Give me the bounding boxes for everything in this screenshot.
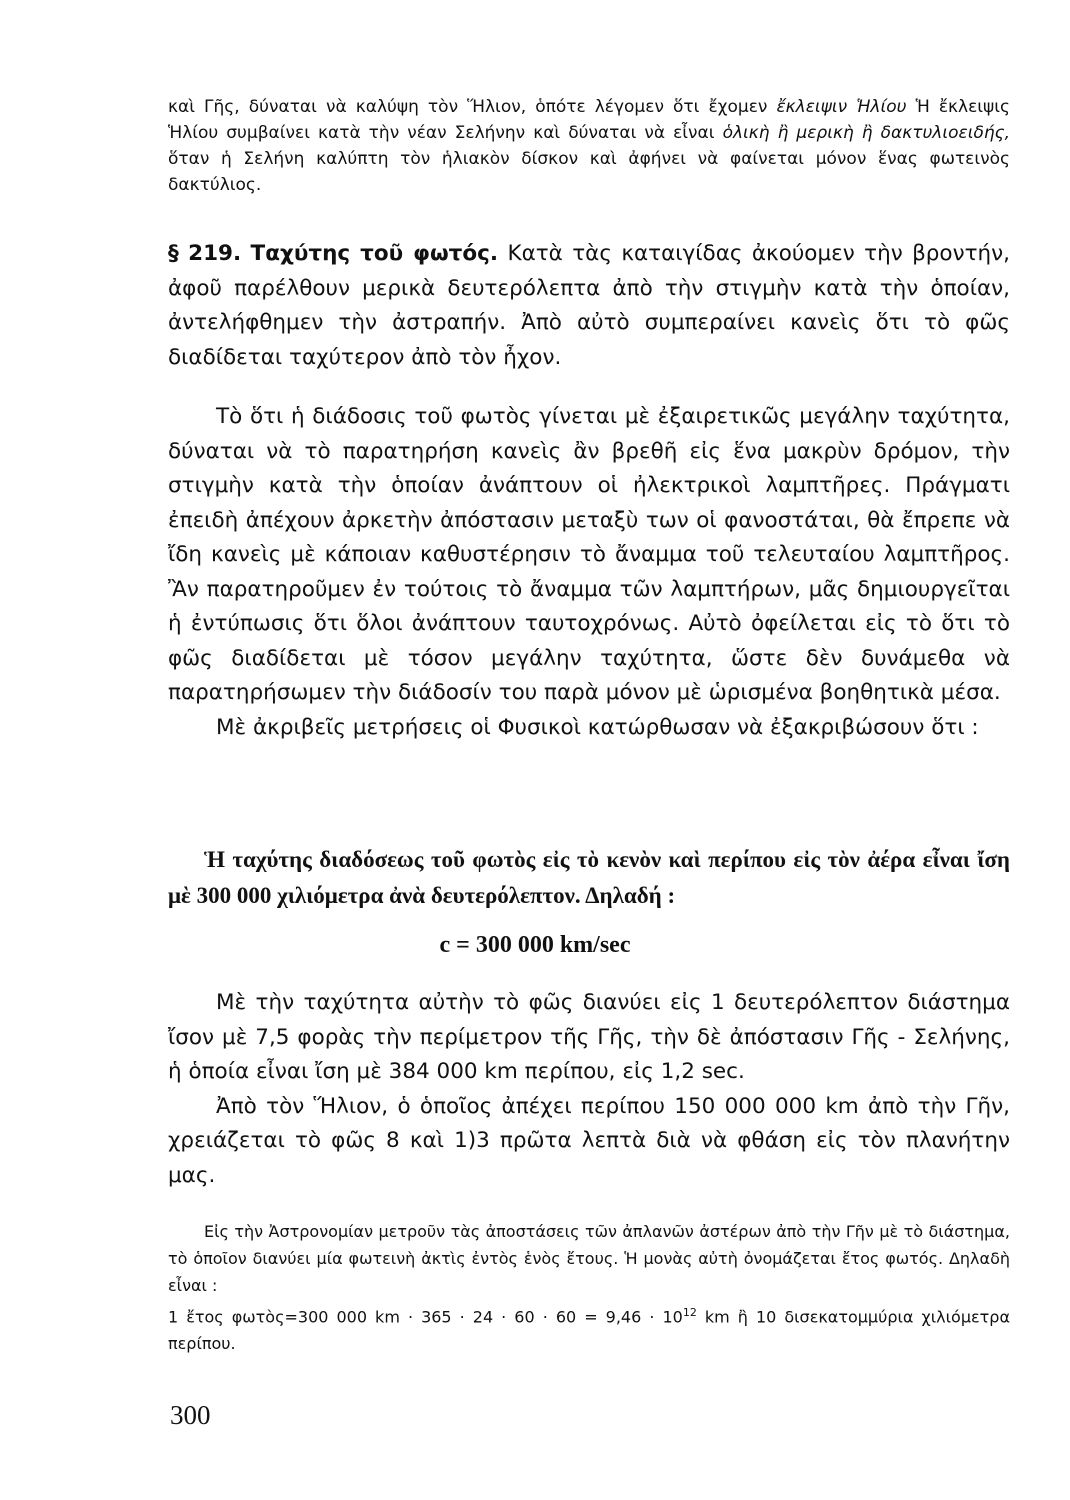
top-line-2: Ἡ ἔκλειψις Ἡλίου συμβαίνει κατὰ τὴν νέαν Σελήνην καὶ δύναται νὰ εἶναι (168, 97, 1010, 143)
top-line-3-italic: ἢ μερικὴ ἢ δακτυλιοειδής, (777, 123, 1011, 143)
section-text: Κατὰ τὰς καταιγίδας ἀκούομεν τὴν βροντήν, ἀφοῦ παρέλθουν μερικὰ δευτερόλεπτα ἀπὸ τὴν στιγμὴν κατὰ τὴν ὁποίαν, ἀντελήφθημεν τὴν ἀστραπήν. Ἀπὸ αὐτὸ συμπεραίνει κανεὶς ὅτι τὸ φῶς διαδίδεται ταχύτερον ἀπὸ τὸν ἦχον. (168, 241, 1011, 370)
top-line-1: καὶ Γῆς, δύναται νὰ καλύψη τὸν Ἥλιον, ὁπότε λέγομεν ὅτι ἔχομεν (168, 97, 768, 117)
section-219 (168, 237, 1010, 375)
paragraph-light-speed-observation (168, 400, 1010, 745)
paragraph-5: Ἀπὸ τὸν Ἥλιον, ὁ ὁποῖος ἀπέχει περίπου 150 000 000 km ἀπὸ τὴν Γῆν, χρειάζεται τὸ φῶς 8 καὶ 1)3 πρῶτα λεπτὰ διὰ νὰ φθάση εἰς τὸν πλανήτην μας. (168, 1093, 1010, 1188)
paragraph-2: Τὸ ὅτι ἡ διάδοσις τοῦ φωτὸς γίνεται μὲ ἐξαιρετικῶς μεγάλην ταχύτητα, δύναται νὰ τὸ παρατηρήση κανεὶς ἂν βρεθῆ εἰς ἕνα μακρὺν δρόμον, τὴν στιγμὴν κατὰ τὴν ὁποίαν ἀνάπτουν οἱ ἠλεκτρικοὶ λαμπτῆρες. Πράγματι ἐπειδὴ ἀπέχουν ἀρκετὴν ἀπόστασιν μεταξὺ των οἱ φανοστάται, θὰ ἔπρεπε νὰ ἴδη κανεὶς μὲ κάποιαν καθυστέρησιν τὸ ἄναμμα τοῦ τελευταίου λαμπτῆρος. Ἂν παρατηροῦμεν ἐν τούτοις τὸ ἄναμμα τῶν λαμπτήρων, μᾶς δημιουργεῖται ἡ ἐντύπωσις ὅτι ὅλοι ἀνάπτουν ταυτοχρόνως. Αὐτὸ ὀφείλεται εἰς τὸ ὅτι τὸ φῶς διαδίδεται μὲ τόσον μεγάλην ταχύτητα, ὥστε δὲν δυνάμεθα νὰ παρατηρήσωμεν τὴν διάδοσίν του παρὰ μόνον μὲ ὡρισμένα βοηθητικὰ μέσα. (168, 404, 1010, 705)
light-year-note (168, 1218, 1010, 1357)
paragraph-4: Μὲ τὴν ταχύτητα αὐτὴν τὸ φῶς διανύει εἰς 1 δευτερόλεπτον διάστημα ἴσον μὲ 7,5 φορὰς τὴν περίμετρον τῆς Γῆς, τὴν δὲ ἀπόστασιν Γῆς - Σελήνης, ἡ ὁποία εἶναι ἴση μὲ 384 000 km περίπου, εἰς 1,2 sec. (168, 990, 1010, 1084)
law-text: Ἡ ταχύτης διαδόσεως τοῦ φωτὸς εἰς τὸ κενὸν καὶ περίπου εἰς τὸν ἀέρα εἶναι ἴση μὲ 300 000 χιλιόμετρα ἀνὰ δευτερόλεπτον. Δηλαδή : (168, 847, 1010, 908)
section-mark: § (168, 241, 179, 266)
light-year-equation (168, 1299, 1010, 1357)
paragraph-3: Μὲ ἀκριβεῖς μετρήσεις οἱ Φυσικοὶ κατώρθωσαν νὰ ἐξακριβώσουν ὅτι : (216, 714, 979, 740)
paragraph-distances (168, 986, 1010, 1193)
page-number: 300 (170, 1400, 211, 1430)
speed-of-light-formula: c = 300 000 km/sec (439, 932, 631, 958)
section-title: Ταχύτης τοῦ φωτός. (250, 241, 499, 266)
top-line-1-italic: ἔκλειψιν Ἡλίου (776, 97, 907, 117)
top-line-3: ὅταν ἡ Σελήνη καλύπτη τὸν ἡλιακὸν δίσκον καὶ ἀφήνει νὰ φαίνεται μόνον ἕνας φωτεινὸς δακτύλιος. (168, 149, 1010, 195)
light-year-exponent: 12 (682, 1306, 697, 1319)
light-year-note-text: Εἰς τὴν Ἀστρονομίαν μετροῦν τὰς ἀποστάσεις τῶν ἀπλανῶν ἀστέρων ἀπὸ τὴν Γῆν μὲ τὸ διάστημα, τὸ ὁποῖον διανύει μία φωτεινὴ ἀκτὶς ἐντὸς ἑνὸς ἔτους. Ἡ μονὰς αὐτὴ ὀνομάζεται ἔτος φωτός. Δηλαδὴ εἶναι : (168, 1222, 1010, 1295)
top-line-2-italic: ὁλικὴ (722, 123, 770, 143)
law-statement (168, 842, 1010, 914)
light-year-equation-start: 1 ἔτος φωτὸς=300 000 km · 365 · 24 · 60 · 60 = 9,46 · 10 (168, 1307, 683, 1327)
light-year-equation-end: km ἢ 10 δισεκατομμύρια χιλιόμετρα περίπου. (168, 1307, 1011, 1354)
top-paragraph (168, 94, 1010, 198)
section-number: 219. (188, 241, 242, 266)
